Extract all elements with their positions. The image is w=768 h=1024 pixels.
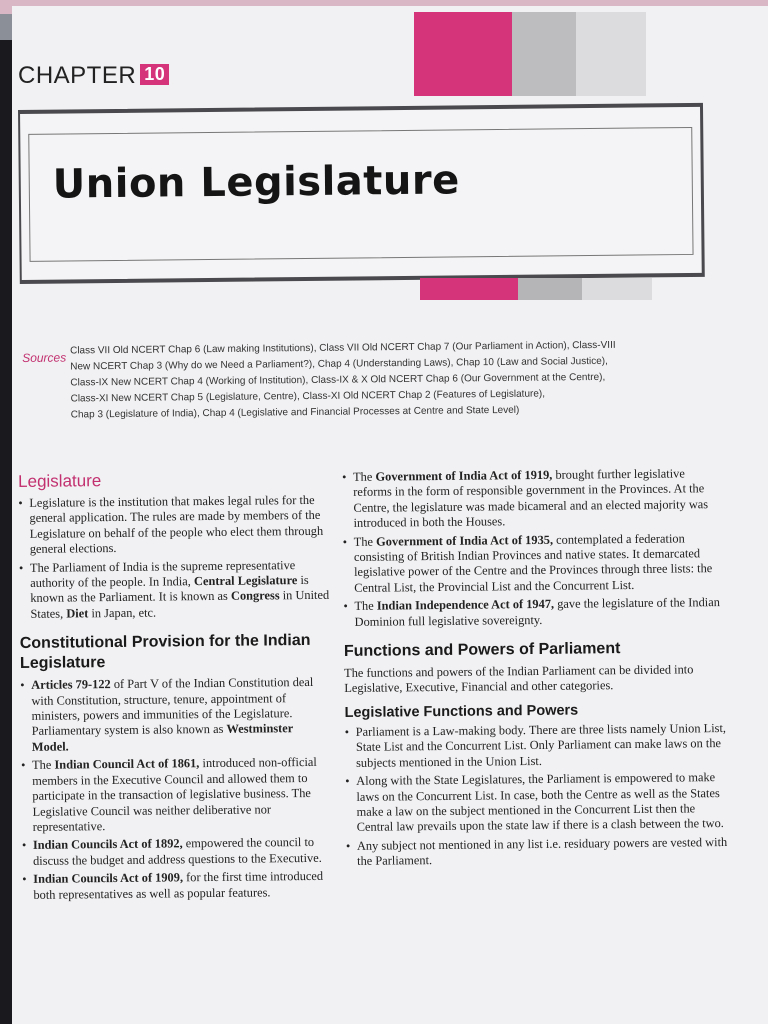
list-item — [22, 869, 332, 903]
chapter-title: Union Legislature — [52, 157, 460, 208]
list-item — [19, 557, 330, 622]
legislative-functions-heading: Legislative Functions and Powers — [344, 702, 579, 721]
item-text: in United States, — [30, 588, 330, 621]
pink-decor-strip — [420, 278, 518, 300]
right-column — [342, 466, 730, 873]
functions-powers-heading: Functions and Powers of Parliament — [343, 640, 621, 661]
item-text: The — [353, 534, 377, 549]
grey-decor-strip — [518, 278, 582, 300]
item-text: is known as the Parliament. It is known as — [30, 572, 309, 606]
constitutional-provision-heading: Constitutional Provision for the Indian Legislature — [19, 632, 311, 673]
sources-line: Class-IX New NCERT Chap 4 (Working of Institution), Class-IX & X Old NCERT Chap 6 (Our Government at the Centre), — [70, 371, 606, 389]
item-text: of Part V of the Indian Constitution deal with Constitution, structure, tenure, appointment of ministers, powers and immunities of the Legislature. Parliamentary system is also known as — [31, 675, 314, 739]
list-item — [22, 835, 332, 869]
item-text: Any subject not mentioned in any list i.e. residuary powers are vested with the Parliament. — [356, 834, 728, 868]
item-bold: Central Legislature — [193, 573, 298, 589]
sources-line: Class-XI New NCERT Chap 5 (Legislature, Centre), Class-XI Old NCERT Chap 2 (Features of Legislature), — [70, 388, 546, 405]
list-item — [343, 531, 728, 597]
item-text: gave the legislature of the Indian Dominion full legislative sovereignty. — [354, 595, 720, 629]
list-item — [20, 675, 331, 755]
list-item — [21, 755, 332, 835]
sources-label: Sources — [22, 350, 67, 365]
item-text: empowered the council to discuss the budget and address questions to the Executive. — [32, 835, 322, 868]
item-text: in Japan, etc. — [88, 605, 157, 621]
list-item — [345, 770, 730, 836]
list-item — [18, 493, 329, 558]
grey-decor-block — [512, 12, 576, 96]
item-bold: Congress — [230, 588, 280, 604]
item-bold: Government of India Act of 1919, — [375, 467, 553, 484]
sources-line: New NCERT Chap 3 (Why do we Need a Parliament?), Chap 4 (Understanding Laws), Chap 10 (Law and Social Justice), — [70, 355, 608, 373]
item-text: Legislature is the institution that makes legal rules for the general application. The rules are made by members of the Legislature on behalf of the people who elect them through general elections. — [29, 492, 324, 557]
light-grey-decor-block — [576, 12, 646, 96]
item-bold: Indian Council Act of 1861, — [54, 756, 200, 772]
item-text: The — [352, 469, 376, 484]
title-frame — [18, 103, 705, 284]
legislature-heading: Legislature — [18, 471, 102, 491]
item-bold: Indian Councils Act of 1909, — [33, 870, 184, 886]
item-bold: Government of India Act of 1935, — [376, 532, 554, 549]
sources-text — [70, 337, 703, 424]
item-bold: Indian Councils Act of 1892, — [32, 836, 183, 853]
list-item — [346, 835, 730, 870]
chapter-word: CHAPTER — [18, 62, 137, 89]
legislative-functions-list — [345, 721, 730, 870]
list-item — [342, 466, 727, 532]
item-bold: Indian Independence Act of 1947, — [376, 597, 555, 613]
left-column — [18, 469, 333, 906]
item-text: introduced non-official members in the Executive Council and allowed them to participate in the transaction of legislative business. The Legislative Council was neither deliberative nor representative. — [32, 755, 317, 834]
sources-block — [22, 337, 703, 424]
chapter-label — [18, 62, 169, 90]
list-item — [345, 721, 729, 771]
light-grey-decor-strip — [582, 278, 652, 300]
sources-line: Chap 3 (Legislature of India), Chap 4 (Legislative and Financial Processes at Centre and State Level) — [70, 404, 520, 421]
item-bold: Diet — [66, 606, 89, 621]
chapter-number-badge: 10 — [140, 64, 169, 85]
item-text: contemplated a federation consisting of British Indian Provinces and native states. It demarcated legislative power of the Centre and the Provinces through three lists: the Central List, the Provincial List and the Concurrent List. — [353, 531, 713, 595]
item-bold: Westminster Model. — [31, 721, 294, 754]
item-text: The — [31, 757, 55, 773]
constitutional-provision-list — [20, 675, 332, 903]
item-text: The — [354, 598, 377, 614]
item-text: brought further legislative reforms in the form of responsible government in the Provinces. At the Centre, the legislature was made bicameral and an elected majority was introduced in both the Houses. — [353, 466, 709, 531]
functions-powers-paragraph: The functions and powers of the Indian Parliament can be divided into Legislative, Executive, Financial and other categories. — [344, 662, 694, 696]
list-item — [343, 595, 727, 630]
pink-decor-block — [414, 12, 512, 96]
legislature-list — [18, 493, 329, 622]
book-page — [12, 6, 768, 1024]
item-text: The Parliament of India is the supreme representative authority of the people. In India, — [29, 557, 296, 590]
item-bold: Articles 79-122 — [31, 677, 111, 693]
item-text: Parliament is a Law-making body. There are three lists namely Union List, State List and the Concurrent List. Only Parliament can make laws on the subjects mentioned in the Union List. — [355, 720, 727, 770]
sources-line: Class VII Old NCERT Chap 6 (Law making Institutions), Class VII Old NCERT Chap 7 (Our Parliament in Action), Class-VIII — [70, 339, 616, 357]
item-text: Along with the State Legislatures, the Parliament is empowered to make laws on the Concurrent List. In case, both the Centre as well as the States make a law on the subject mentioned in the Concurrent List then the Central law prevails upon the state law if there is a clash between the two. — [356, 770, 724, 835]
acts-list — [342, 466, 728, 630]
item-text: for the first time introduced both representatives as well as popular features. — [33, 868, 324, 902]
